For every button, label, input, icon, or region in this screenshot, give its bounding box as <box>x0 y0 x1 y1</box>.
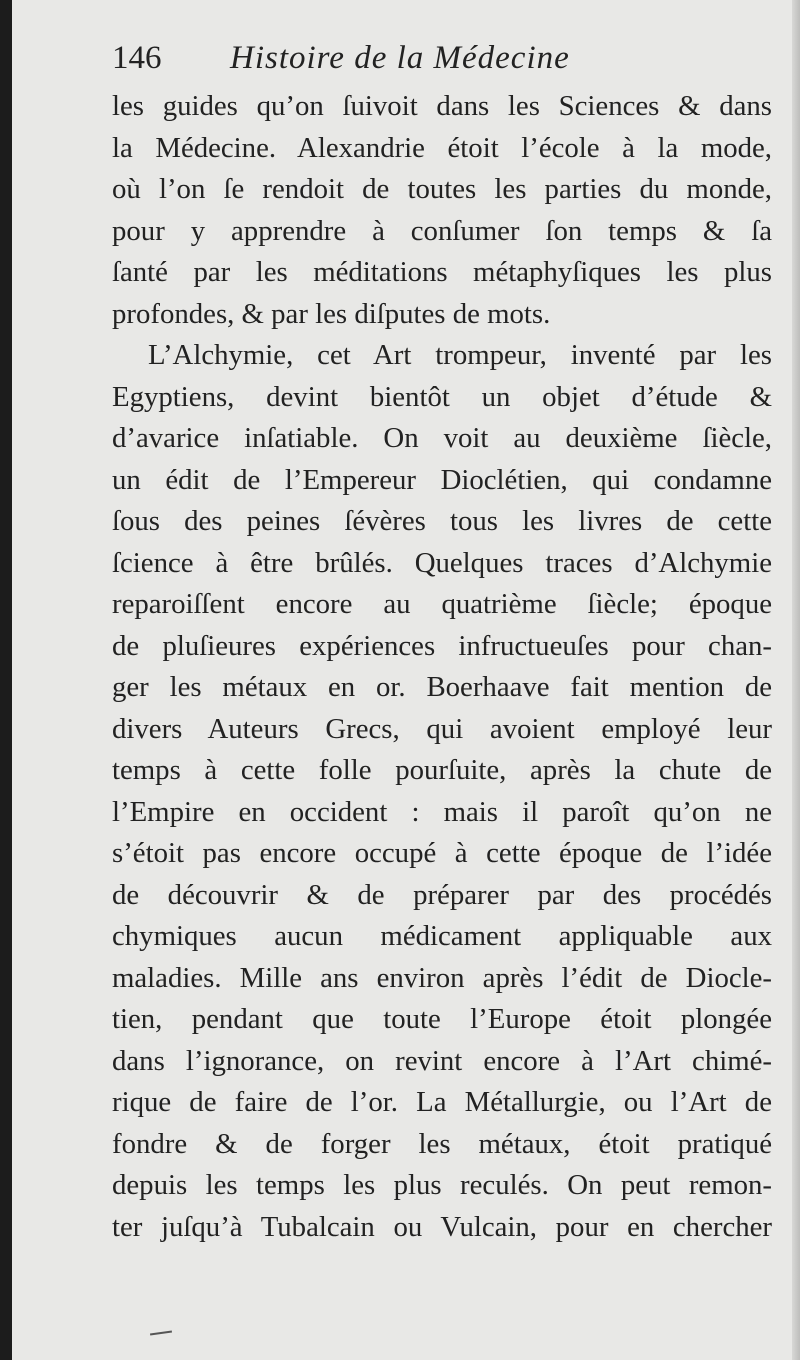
text-line: un édit de l’Empereur Dioclétien, qui condamne <box>112 463 772 496</box>
page-edge <box>792 0 800 1360</box>
text-line: s’étoit pas encore occupé à cette époque de l’idée <box>112 837 772 869</box>
text-line: chymiques aucun médicament appliquable aux <box>112 920 772 952</box>
text-line: de pluſieures expériences infructueuſes pour chan- <box>112 629 772 662</box>
text-line: d’avarice inſatiable. On voit au deuxième ſiècle, <box>112 422 772 454</box>
text-line: où l’on ſe rendoit de toutes les parties du monde, <box>112 173 772 205</box>
page-header <box>112 40 772 90</box>
text-line: ſous des peines ſévères tous les livres de cette <box>112 505 772 537</box>
text-line: profondes, & par les diſputes de mots. <box>112 297 551 330</box>
running-title: Histoire de la Médecine <box>230 40 570 76</box>
text-line: dans l’ignorance, on revint encore à l’Art chimé- <box>112 1044 772 1077</box>
text-line: les guides qu’on ſuivoit dans les Sciences & dans <box>112 90 772 122</box>
text-line: temps à cette folle pourſuite, après la chute de <box>112 754 772 786</box>
text-line: pour y apprendre à conſumer ſon temps & ſa <box>112 214 772 247</box>
text-line: la Médecine. Alexandrie étoit l’école à la mode, <box>112 131 772 164</box>
text-line: depuis les temps les plus reculés. On peut remon- <box>112 1169 772 1201</box>
text-line: maladies. Mille ans environ après l’édit de Diocle- <box>112 961 772 994</box>
text-line: ger les métaux en or. Boerhaave fait mention de <box>112 671 772 703</box>
body-text <box>112 86 772 1248</box>
text-line: fondre & de forger les métaux, étoit pratiqué <box>112 1127 772 1160</box>
page-number: 146 <box>112 40 162 76</box>
ink-mark <box>150 1330 172 1335</box>
text-line: Egyptiens, devint bientôt un objet d’étude & <box>112 380 772 413</box>
text-line: l’Empire en occident : mais il paroît qu’on ne <box>112 795 772 828</box>
text-line: ſcience à être brûlés. Quelques traces d’Alchymie <box>112 546 772 579</box>
text-line: reparoiſſent encore au quatrième ſiècle; époque <box>112 588 772 620</box>
text-line: rique de faire de l’or. La Métallurgie, ou l’Art de <box>112 1086 772 1118</box>
text-line: de découvrir & de préparer par des procédés <box>112 878 772 911</box>
text-line: ſanté par les méditations métaphyſiques les plus <box>112 256 772 288</box>
text-line: ter juſqu’à Tubalcain ou Vulcain, pour en chercher <box>112 1210 772 1243</box>
page-gutter-shadow <box>0 0 12 1360</box>
text-line: divers Auteurs Grecs, qui avoient employé leur <box>112 712 772 745</box>
text-line: tien, pendant que toute l’Europe étoit plongée <box>112 1003 772 1035</box>
text-line: L’Alchymie, cet Art trompeur, inventé par les <box>148 339 772 371</box>
